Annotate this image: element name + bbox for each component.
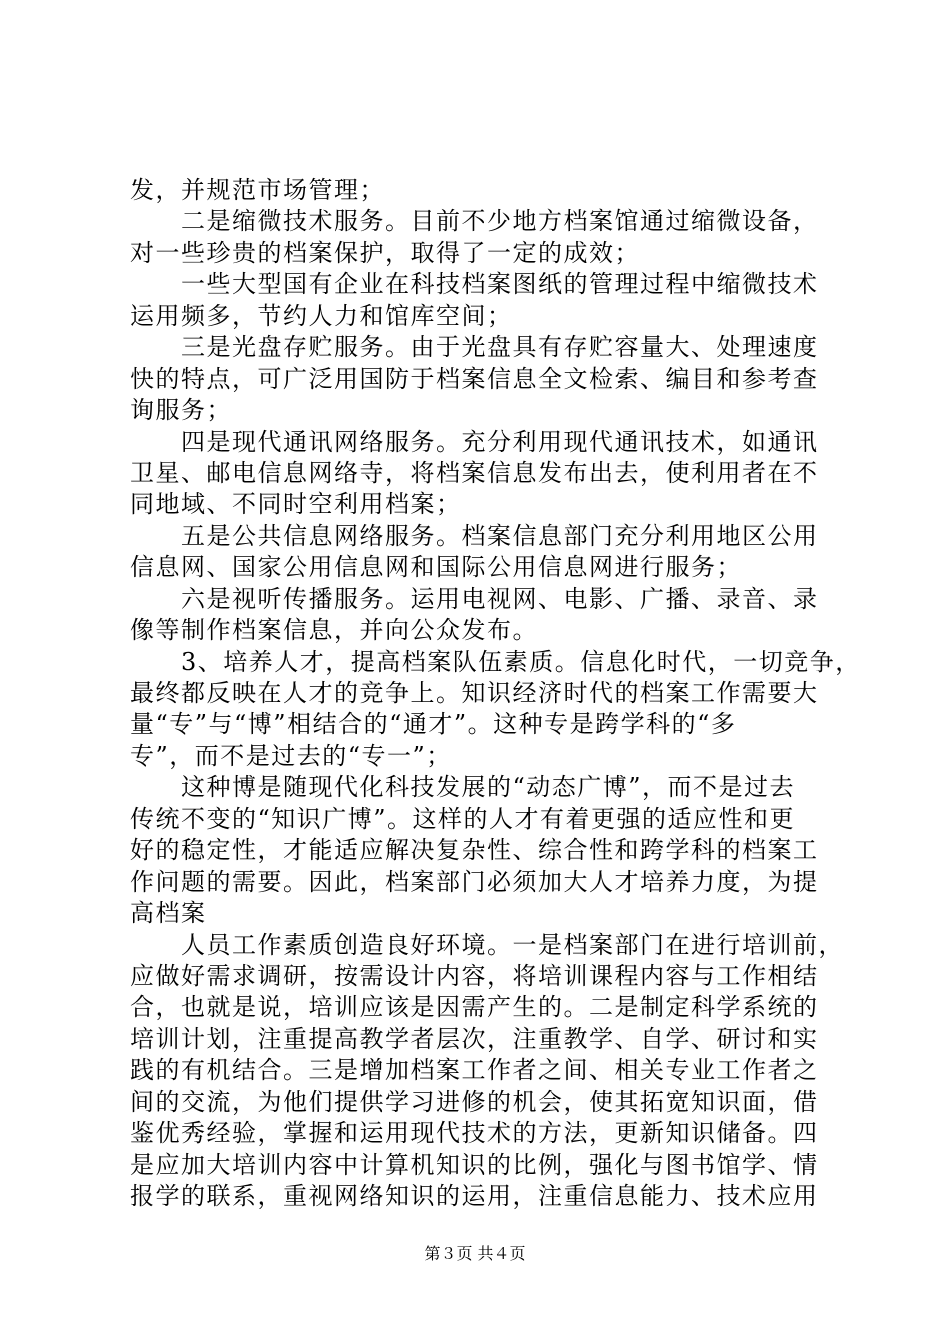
text-line: 运用频多，节约人力和馆库空间； [130, 301, 513, 330]
text-line: 践的有机结合。三是增加档案工作者之间、相关专业工作者之 [130, 1056, 819, 1085]
text-line: 作问题的需要。因此，档案部门必须加大人才培养力度，为提 [130, 867, 819, 896]
document-body [130, 175, 861, 1212]
text-line: 卫星、邮电信息网络寺，将档案信息发布出去，使利用者在不 [130, 458, 819, 487]
text-line: 好的稳定性，才能适应解决复杂性、综合性和跨学科的档案工 [130, 836, 819, 865]
text-line: 信息网、国家公用信息网和国际公用信息网进行服务； [130, 553, 742, 582]
text-line: 五是公共信息网络服务。档案信息部门充分利用地区公用 [130, 521, 819, 550]
text-line: 六是视听传播服务。运用电视网、电影、广播、录音、录 [130, 584, 819, 613]
text-line: 人员工作素质创造良好环境。一是档案部门在进行培训前， [130, 930, 844, 959]
text-line: 应做好需求调研，按需设计内容，将培训课程内容与工作相结 [130, 961, 819, 990]
text-line: 对一些珍贵的档案保护，取得了一定的成效； [130, 238, 640, 267]
text-line: 询服务； [130, 396, 232, 425]
text-line: 合，也就是说，培训应该是因需产生的。二是制定科学系统的 [130, 993, 819, 1022]
text-line: 高档案 [130, 899, 207, 928]
text-line: 一些大型国有企业在科技档案图纸的管理过程中缩微技术 [130, 270, 819, 299]
text-line: 这种博是随现代化科技发展的“动态广博”，而不是过去 [130, 773, 796, 802]
text-line: 间的交流，为他们提供学习进修的机会，使其拓宽知识面，借 [130, 1087, 819, 1116]
text-line: 同地域、不同时空利用档案； [130, 490, 462, 519]
text-line: 四是现代通讯网络服务。充分利用现代通讯技术，如通讯 [130, 427, 819, 456]
text-line: 快的特点，可广泛用国防于档案信息全文检索、编目和参考查 [130, 364, 819, 393]
text-line: 鉴优秀经验，掌握和运用现代技术的方法，更新知识储备。四 [130, 1119, 819, 1148]
text-line: 3、培养人才，提高档案队伍素质。信息化时代，一切竞争， [130, 647, 861, 676]
text-line: 传统不变的“知识广博”。这样的人才有着更强的适应性和更 [130, 804, 796, 833]
text-line: 专”，而不是过去的“专一”； [130, 741, 452, 770]
text-line: 量“专”与“博”相结合的“通才”。这种专是跨学科的“多 [130, 710, 737, 739]
text-line: 报学的联系，重视网络知识的运用，注重信息能力、技术应用 [130, 1182, 819, 1210]
page-number: 第３页 共４页 [424, 1244, 526, 1263]
text-line: 发，并规范市场管理； [130, 176, 385, 204]
text-line: 三是光盘存贮服务。由于光盘具有存贮容量大、处理速度 [130, 333, 819, 362]
text-line: 二是缩微技术服务。目前不少地方档案馆通过缩微设备， [130, 207, 819, 236]
text-line: 最终都反映在人才的竞争上。知识经济时代的档案工作需要大 [130, 679, 819, 707]
text-line: 像等制作档案信息，并向公众发布。 [130, 616, 538, 645]
text-line: 是应加大培训内容中计算机知识的比例，强化与图书馆学、情 [130, 1150, 819, 1179]
text-line: 培训计划，注重提高教学者层次，注重教学、自学、研讨和实 [130, 1024, 819, 1053]
